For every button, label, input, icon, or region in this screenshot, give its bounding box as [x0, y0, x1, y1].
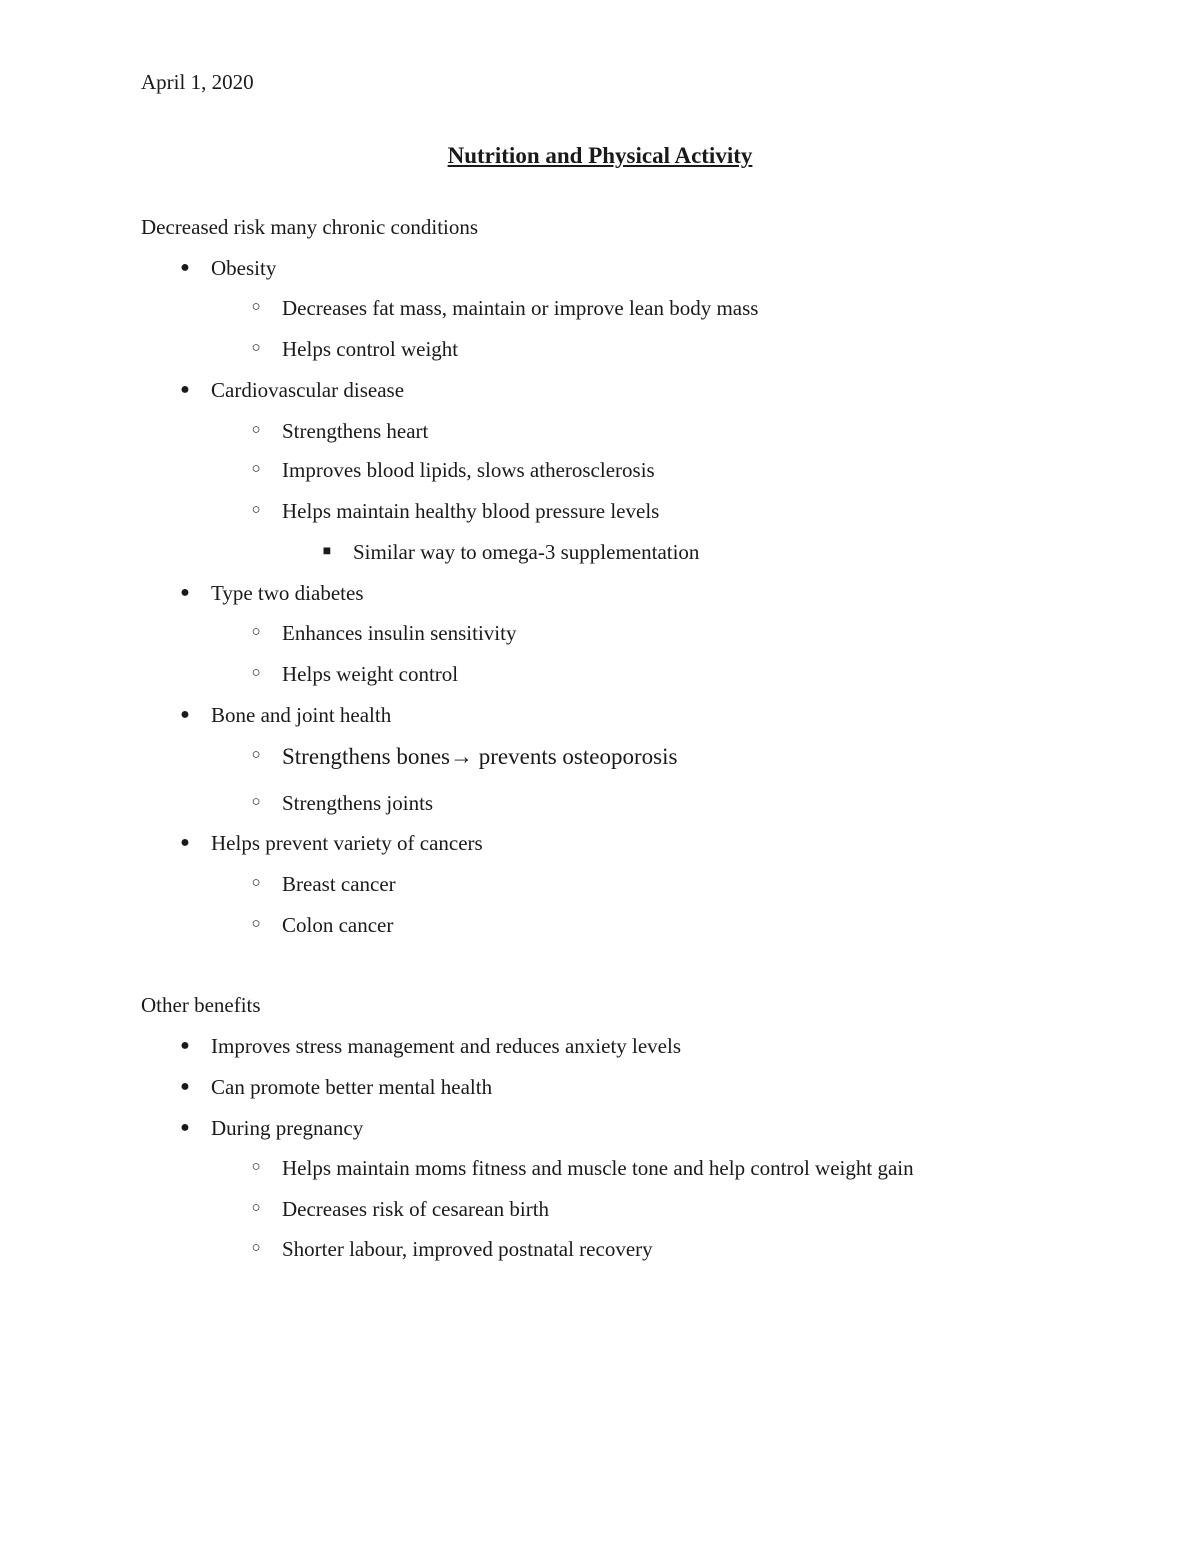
list-item-text: Helps prevent variety of cancers — [211, 831, 483, 855]
list-item-text: Can promote better mental health — [211, 1075, 493, 1099]
section-heading: Decreased risk many chronic conditions — [141, 215, 479, 239]
list-item — [251, 791, 434, 816]
circle-bullet-icon: ○ — [251, 1159, 261, 1175]
list-item-text: Helps weight control — [282, 662, 459, 686]
bullet-icon: ● — [180, 1078, 190, 1095]
circle-bullet-icon: ○ — [251, 502, 261, 518]
list-item-text: Bone and joint health — [211, 703, 392, 727]
circle-bullet-icon: ○ — [251, 1200, 261, 1216]
list-item-text: During pregnancy — [211, 1116, 364, 1140]
list-item-text: Breast cancer — [282, 872, 396, 896]
list-item — [251, 1156, 914, 1181]
list-item — [251, 458, 655, 483]
list-item-text: Colon cancer — [282, 913, 394, 937]
circle-bullet-icon: ○ — [251, 299, 261, 315]
list-item-text: Decreases risk of cesarean birth — [282, 1197, 550, 1221]
bullet-icon: ● — [180, 259, 190, 276]
list-item-text: Improves blood lipids, slows atherosclerosis — [282, 458, 655, 482]
bullet-icon: ● — [180, 381, 190, 398]
list-item-text: Helps maintain healthy blood pressure levels — [282, 499, 660, 523]
list-item — [251, 1197, 550, 1222]
bullet-icon: ● — [180, 1037, 190, 1054]
list-item — [180, 703, 392, 728]
circle-bullet-icon: ○ — [251, 747, 261, 763]
list-item — [180, 1034, 682, 1059]
list-item — [251, 872, 396, 897]
section-heading: Other benefits — [141, 993, 261, 1017]
list-item — [180, 581, 364, 606]
list-item-text: Enhances insulin sensitivity — [282, 621, 517, 645]
document-date: April 1, 2020 — [141, 70, 254, 94]
list-item — [180, 831, 483, 856]
circle-bullet-icon: ○ — [251, 461, 261, 477]
circle-bullet-icon: ○ — [251, 794, 261, 810]
circle-bullet-icon: ○ — [251, 665, 261, 681]
list-item-text: Helps control weight — [282, 337, 459, 361]
square-bullet-icon: ■ — [322, 544, 332, 559]
circle-bullet-icon: ○ — [251, 624, 261, 640]
bullet-icon: ● — [180, 706, 190, 723]
bullet-icon: ● — [180, 834, 190, 851]
list-item — [251, 744, 678, 770]
bullet-icon: ● — [180, 1119, 190, 1136]
circle-bullet-icon: ○ — [251, 875, 261, 891]
list-item-text: Type two diabetes — [211, 581, 364, 605]
circle-bullet-icon: ○ — [251, 422, 261, 438]
list-item — [251, 499, 660, 524]
list-item-text: Strengthens heart — [282, 419, 429, 443]
list-item — [251, 621, 517, 646]
document-title: Nutrition and Physical Activity — [447, 143, 753, 168]
list-item-text: Strengthens joints — [282, 791, 434, 815]
list-item — [251, 913, 394, 938]
list-item — [251, 296, 759, 321]
list-item — [180, 1075, 493, 1100]
list-item-text: Cardiovascular disease — [211, 378, 405, 402]
list-item-text: Obesity — [211, 256, 277, 280]
list-item-text: Strengthens bones→ prevents osteoporosis — [282, 744, 678, 769]
list-item-text: Shorter labour, improved postnatal recovery — [282, 1237, 653, 1261]
list-item — [180, 256, 277, 281]
list-item-text: Decreases fat mass, maintain or improve lean body mass — [282, 296, 759, 320]
list-item-text: Helps maintain moms fitness and muscle tone and help control weight gain — [282, 1156, 914, 1180]
list-item — [251, 337, 459, 362]
list-item — [180, 378, 405, 403]
circle-bullet-icon: ○ — [251, 1240, 261, 1256]
list-item — [180, 1116, 364, 1141]
bullet-icon: ● — [180, 584, 190, 601]
list-item — [251, 419, 429, 444]
circle-bullet-icon: ○ — [251, 916, 261, 932]
circle-bullet-icon: ○ — [251, 340, 261, 356]
list-item — [251, 662, 459, 687]
list-item-text: Improves stress management and reduces anxiety levels — [211, 1034, 682, 1058]
list-item-text: Similar way to omega-3 supplementation — [353, 540, 700, 564]
list-item — [251, 1237, 653, 1262]
list-item — [322, 540, 700, 565]
